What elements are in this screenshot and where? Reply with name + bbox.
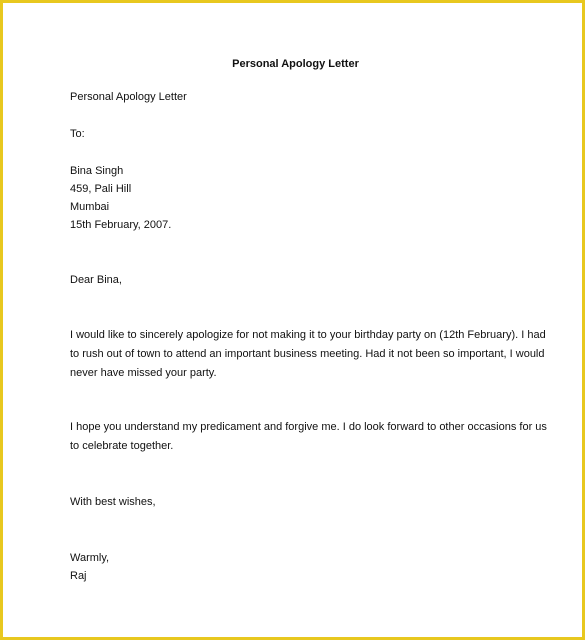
recipient-address: 459, Pali Hill: [70, 183, 132, 195]
document-title: Personal Apology Letter: [232, 58, 359, 70]
body-paragraph-1: [70, 326, 546, 383]
paragraph-line: I hope you understand my predicament and forgive me. I do look forward to other occasions for us: [70, 421, 547, 433]
paragraph-line: I would like to sincerely apologize for not making it to your birthday party on (12th February). I had: [70, 329, 546, 341]
body-paragraph-2: [70, 418, 547, 456]
recipient-name: Bina Singh: [70, 165, 124, 177]
signoff: Warmly,: [70, 552, 110, 564]
letter-date: 15th February, 2007.: [70, 219, 172, 231]
paragraph-line: never have missed your party.: [70, 367, 217, 379]
paragraph-line: to celebrate together.: [70, 440, 174, 452]
paragraph-line: to rush out of town to attend an important business meeting. Had it not been so important, I would: [70, 348, 545, 360]
recipient-city: Mumbai: [70, 201, 110, 213]
signature: Raj: [70, 570, 87, 582]
to-label: To:: [70, 128, 85, 140]
closing-wishes: With best wishes,: [70, 496, 156, 508]
letter-heading: Personal Apology Letter: [70, 91, 187, 103]
salutation: Dear Bina,: [70, 274, 122, 286]
